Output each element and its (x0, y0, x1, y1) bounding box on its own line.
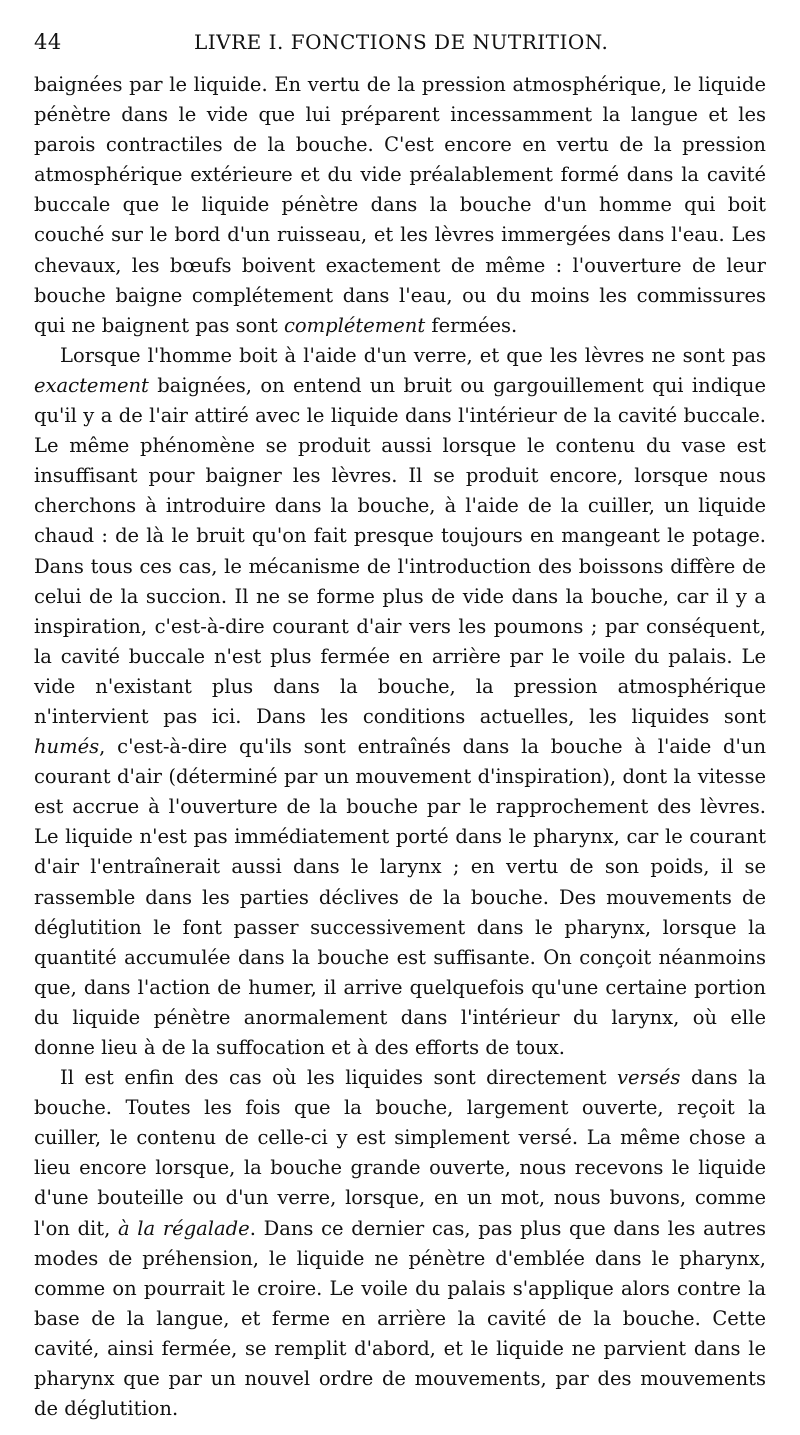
italic-run: exactement (34, 373, 149, 397)
italic-run: versés (617, 1066, 681, 1090)
text-run: Il est enfin des cas où les liquides sont directement (60, 1066, 617, 1090)
text-run: baignées, on entend un bruit ou gargouillement qui indique qu'il y a de l'air attiré avec le liquide dans l'intérieur de la cavité buccale. Le même phénomène se produit aussi lorsque le contenu du vase est insuffisant pour baigner les lèvres. Il se produit encore, lorsque nous cherchons à introduire dans la bouche, à l'aide de la cuiller, un liquide chaud : de là le bruit qu'on fait presque toujours en mangeant le potage. Dans tous ces cas, le mécanisme de l'introduction des boissons diffère de celui de la succion. Il ne se forme plus de vide dans la bouche, car il y a inspiration, c'est-à-dire courant d'air vers les poumons ; par conséquent, la cavité buccale n'est plus fermée en arrière par le voile du palais. Le vide n'existant plus dans la bouche, la pression atmosphérique n'intervient pas ici. Dans les conditions actuelles, les liquides sont (34, 373, 766, 728)
text-run: dans la bouche. Toutes les fois que la bouche, largement ouverte, reçoit la cuiller, le contenu de celle-ci y est simplement versé. La même chose a lieu encore lorsque, la bouche grande ouverte, nous recevons le liquide d'une bouteille ou d'un verre, lorsque, en un mot, nous buvons, comme l'on dit, (34, 1066, 766, 1240)
page-header (34, 30, 766, 64)
italic-run: humés (34, 735, 100, 759)
page-number: 44 (34, 30, 62, 54)
text-run: Lorsque l'homme boit à l'aide d'un verre, et que les lèvres ne sont pas (60, 343, 766, 367)
paragraph-3 (34, 1063, 766, 1424)
text-run: . Dans ce dernier cas, pas plus que dans les autres modes de préhension, le liquide ne pénètre d'emblée dans le pharynx, comme on pourrait le croire. Le voile du palais s'applique alors contre la base de la langue, et ferme en arrière la cavité de la bouche. Cette cavité, ainsi fermée, se remplit d'abord, et le liquide ne parvient dans le pharynx que par un nouvel ordre de mouvements, par des mouvements de déglutition. (34, 1216, 767, 1421)
text-run: baignées par le liquide. En vertu de la pression atmosphérique, le liquide pénètre dans le vide que lui préparent incessamment la langue et les parois contractiles de la bouche. C'est encore en vertu de la pression atmosphérique extérieure et du vide préalablement formé dans la cavité buccale que le liquide pénètre dans la bouche d'un homme qui boit couché sur le bord d'un ruisseau, et les lèvres immergées dans l'eau. Les chevaux, les bœufs boivent exactement de même : l'ouverture de leur bouche baigne complétement dans l'eau, ou du moins les commissures qui ne baignent pas sont (34, 73, 766, 337)
paragraph-1 (34, 70, 766, 341)
italic-run: complétement (283, 313, 426, 337)
italic-run: à la régalade (118, 1216, 250, 1240)
running-head: LIVRE I. FONCTIONS DE NUTRITION. (194, 30, 609, 54)
paragraph-2 (34, 341, 766, 1063)
body-text (34, 70, 766, 1424)
text-run: fermées. (425, 313, 518, 337)
text-run: , c'est-à-dire qu'ils sont entraînés dans la bouche à l'aide d'un courant d'air (déterminé par un mouvement d'inspiration), dont la vitesse est accrue à l'ouverture de la bouche par le rapprochement des lèvres. Le liquide n'est pas immédiatement porté dans le pharynx, car le courant d'air l'entraînerait aussi dans le larynx ; en vertu de son poids, il se rassemble dans les parties déclives de la bouche. Des mouvements de déglutition le font passer successivement dans le pharynx, lorsque la quantité accumulée dans la bouche est suffisante. On conçoit néanmoins que, dans l'action de humer, il arrive quelquefois qu'une certaine portion du liquide pénètre anormalement dans l'intérieur du larynx, où elle donne lieu à de la suffocation et à des efforts de toux. (34, 735, 766, 1059)
